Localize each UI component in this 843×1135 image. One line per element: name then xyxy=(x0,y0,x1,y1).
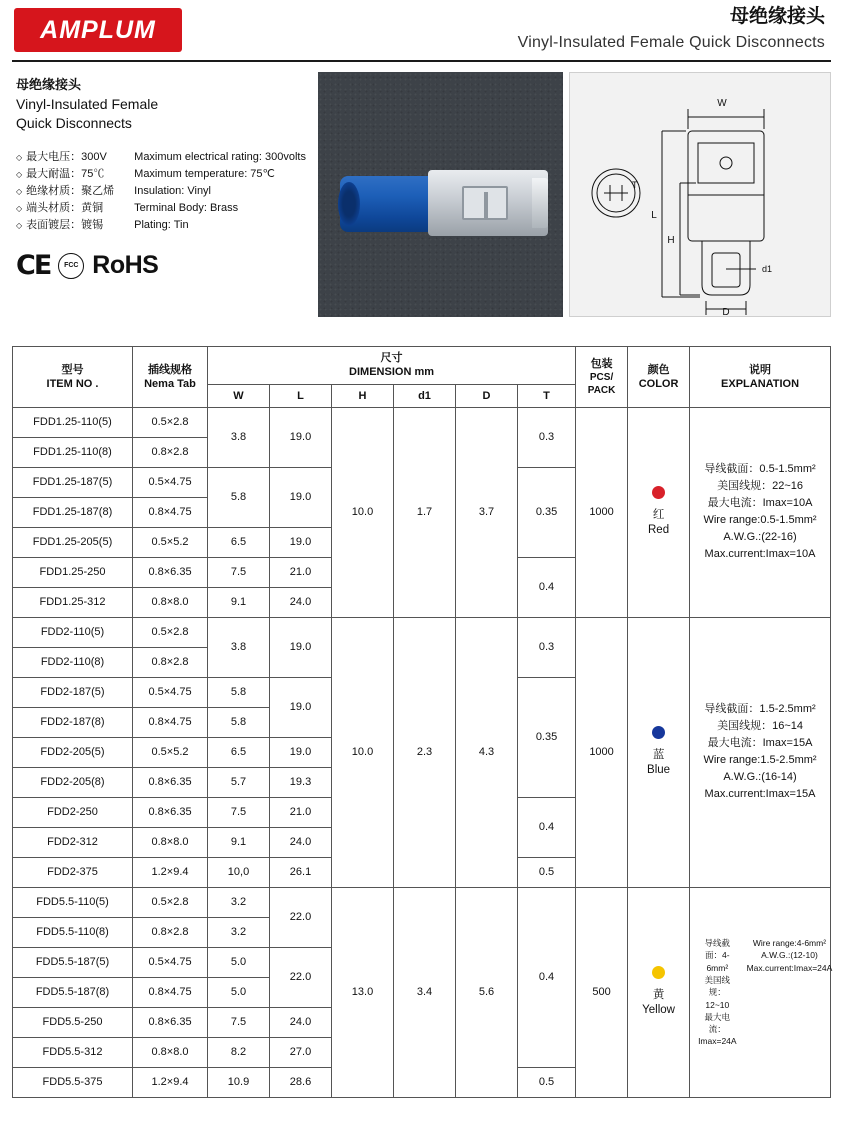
cell-t: 0.3 xyxy=(518,617,576,677)
cell-item-no: FDD2-205(8) xyxy=(13,767,133,797)
cell-nema: 0.5×4.75 xyxy=(133,467,208,497)
page-header xyxy=(0,0,843,62)
brand-logo-text: AMPLUM xyxy=(40,15,156,44)
spec-title-en-line1: Vinyl-Insulated Female xyxy=(16,96,159,112)
cell-w: 9.1 xyxy=(208,827,270,857)
ce-mark-icon: CE xyxy=(16,250,51,282)
cell-item-no: FDD1.25-187(5) xyxy=(13,467,133,497)
cell-w: 10,0 xyxy=(208,857,270,887)
connector-slot xyxy=(462,186,508,220)
cell-t: 0.4 xyxy=(518,557,576,617)
th-nema-en: Nema Tab xyxy=(144,377,196,390)
bullet-icon: ◇ xyxy=(16,186,23,196)
cell-item-no: FDD1.25-110(5) xyxy=(13,407,133,437)
cell-l: 19.3 xyxy=(270,767,332,797)
th-dimension-en: DIMENSION mm xyxy=(349,366,435,379)
th-item-no-cn: 型号 xyxy=(61,363,84,376)
explanation-line: 美国线规：16~14 xyxy=(717,720,803,733)
cell-l: 19.0 xyxy=(270,527,332,557)
cell-pack: 1000 xyxy=(576,617,628,887)
spec-item-en: Maximum temperature: 75℃ xyxy=(134,167,275,180)
cell-h: 10.0 xyxy=(332,407,394,617)
explanation-line: Wire range:1.5-2.5mm² xyxy=(703,754,817,767)
certification-marks xyxy=(16,250,312,281)
th-item-no-en: ITEM NO . xyxy=(46,377,99,390)
cell-w: 5.8 xyxy=(208,707,270,737)
explanation-line: A.W.G.:(16-14) xyxy=(723,771,797,784)
explanation-line: Max.current:Imax=10A xyxy=(704,548,816,561)
cell-item-no: FDD2-205(5) xyxy=(13,737,133,767)
cell-item-no: FDD5.5-312 xyxy=(13,1037,133,1067)
drawing-label-t: T xyxy=(632,180,638,190)
cell-item-no: FDD1.25-205(5) xyxy=(13,527,133,557)
explanation-col-cn xyxy=(698,937,737,1048)
fcc-mark-icon xyxy=(58,253,84,279)
cell-t: 0.5 xyxy=(518,857,576,887)
explanation-line: A.W.G.:(12-10) xyxy=(761,950,818,961)
color-swatch-red xyxy=(652,486,665,499)
cell-w: 5.8 xyxy=(208,467,270,527)
cell-item-no: FDD1.25-187(8) xyxy=(13,497,133,527)
cell-t: 0.3 xyxy=(518,407,576,467)
spec-list-item xyxy=(16,149,312,166)
cell-item-no: FDD2-250 xyxy=(13,797,133,827)
cell-l: 24.0 xyxy=(270,587,332,617)
page-title-en: Vinyl-Insulated Female Quick Disconnects xyxy=(517,33,825,51)
cell-l: 21.0 xyxy=(270,557,332,587)
cell-l: 19.0 xyxy=(270,467,332,527)
bullet-icon: ◇ xyxy=(16,203,23,213)
color-label-cn: 黄 xyxy=(652,988,665,1001)
th-dim-l: L xyxy=(270,384,332,407)
spec-title-en xyxy=(16,95,312,133)
drawing-label-d1: d1 xyxy=(762,264,773,274)
cell-nema: 0.8×8.0 xyxy=(133,587,208,617)
cell-nema: 0.8×6.35 xyxy=(133,1007,208,1037)
explanation-line: 最大电流：Imax=24A xyxy=(698,1011,737,1047)
spec-table-wrap xyxy=(0,334,843,1098)
cell-w: 5.8 xyxy=(208,677,270,707)
cell-nema: 0.8×6.35 xyxy=(133,557,208,587)
cell-nema: 0.5×2.8 xyxy=(133,887,208,917)
cell-w: 5.7 xyxy=(208,767,270,797)
cell-nema: 0.5×2.8 xyxy=(133,407,208,437)
explanation-line: Max.current:Imax=24A xyxy=(746,962,833,973)
cell-color xyxy=(628,887,690,1097)
cell-d: 3.7 xyxy=(456,407,518,617)
connector-metal-body xyxy=(428,170,548,236)
th-color-cn: 颜色 xyxy=(647,363,670,376)
cell-w: 7.5 xyxy=(208,1007,270,1037)
cell-item-no: FDD5.5-110(8) xyxy=(13,917,133,947)
spec-title-cn: 母绝缘接头 xyxy=(16,77,82,92)
cell-color xyxy=(628,617,690,887)
cell-pack: 500 xyxy=(576,887,628,1097)
cell-w: 7.5 xyxy=(208,797,270,827)
cell-l: 26.1 xyxy=(270,857,332,887)
cell-t: 0.4 xyxy=(518,797,576,857)
explanation-line: 导线截面：4-6mm² xyxy=(704,937,731,973)
cell-w: 6.5 xyxy=(208,737,270,767)
cell-nema: 0.5×5.2 xyxy=(133,527,208,557)
table-head xyxy=(13,347,831,408)
cell-l: 24.0 xyxy=(270,827,332,857)
color-label-cn: 蓝 xyxy=(652,748,665,761)
cell-item-no: FDD2-110(8) xyxy=(13,647,133,677)
spec-list xyxy=(16,149,312,234)
th-dimension xyxy=(208,347,576,385)
bullet-icon: ◇ xyxy=(16,220,23,230)
color-swatch-blue xyxy=(652,726,665,739)
spec-list-item xyxy=(16,183,312,200)
cell-explanation xyxy=(690,617,831,887)
th-item-no xyxy=(13,347,133,408)
color-label-en: Blue xyxy=(647,764,671,777)
th-explanation xyxy=(690,347,831,408)
explanation-line: A.W.G.:(22-16) xyxy=(723,531,797,544)
cell-item-no: FDD2-110(5) xyxy=(13,617,133,647)
explanation-line: 导线截面：1.5-2.5mm² xyxy=(704,703,816,716)
cell-w: 6.5 xyxy=(208,527,270,557)
th-nema-cn: 插线规格 xyxy=(148,363,192,376)
th-pack-en: PCS/ PACK xyxy=(587,372,616,397)
spec-item-cn: 绝缘材质：聚乙烯 xyxy=(26,184,115,197)
spec-item-en: Maximum electrical rating: 300volts xyxy=(134,150,306,163)
cell-item-no: FDD2-187(8) xyxy=(13,707,133,737)
th-dim-w: W xyxy=(208,384,270,407)
fcc-mark-label: FCC xyxy=(64,261,79,269)
color-label-en: Yellow xyxy=(642,1004,675,1017)
spec-list-item xyxy=(16,200,312,217)
cell-t: 0.4 xyxy=(518,887,576,1067)
th-pack xyxy=(576,347,628,408)
cell-item-no: FDD2-375 xyxy=(13,857,133,887)
explanation-line: 最大电流：Imax=10A xyxy=(707,497,813,510)
connector-tip xyxy=(532,178,548,228)
bullet-icon: ◇ xyxy=(16,152,23,162)
cell-t: 0.35 xyxy=(518,467,576,557)
cell-nema: 0.5×4.75 xyxy=(133,947,208,977)
cell-l: 28.6 xyxy=(270,1067,332,1097)
cell-l: 22.0 xyxy=(270,947,332,1007)
cell-nema: 0.8×6.35 xyxy=(133,767,208,797)
cell-w: 3.8 xyxy=(208,407,270,467)
drawing-label-d: D xyxy=(722,307,730,316)
table-group-red xyxy=(13,407,831,617)
cell-d: 4.3 xyxy=(456,617,518,887)
cell-w: 10.9 xyxy=(208,1067,270,1097)
cell-item-no: FDD1.25-110(8) xyxy=(13,437,133,467)
cell-nema: 0.8×8.0 xyxy=(133,1037,208,1067)
cell-l: 22.0 xyxy=(270,887,332,947)
cell-w: 9.1 xyxy=(208,587,270,617)
explanation-line: Wire range:4-6mm² xyxy=(752,937,827,948)
spec-list-item xyxy=(16,166,312,183)
th-dim-d: D xyxy=(456,384,518,407)
cell-d: 5.6 xyxy=(456,887,518,1097)
drawing-label-h: H xyxy=(667,235,675,246)
cell-w: 8.2 xyxy=(208,1037,270,1067)
cell-l: 27.0 xyxy=(270,1037,332,1067)
cell-t: 0.35 xyxy=(518,677,576,797)
spec-item-cn: 端头材质：黄铜 xyxy=(26,201,104,214)
spec-item-cn: 最大电压：300V xyxy=(26,150,107,163)
th-explanation-en: EXPLANATION xyxy=(721,377,800,390)
explanation-line: 导线截面：0.5-1.5mm² xyxy=(704,463,816,476)
cell-t: 0.5 xyxy=(518,1067,576,1097)
spec-item-en: Terminal Body: Brass xyxy=(134,201,239,214)
th-pack-cn: 包装 xyxy=(590,357,613,370)
cell-l: 19.0 xyxy=(270,407,332,467)
cell-nema: 0.8×4.75 xyxy=(133,497,208,527)
cell-nema: 0.5×2.8 xyxy=(133,617,208,647)
cell-item-no: FDD1.25-312 xyxy=(13,587,133,617)
explanation-col-en xyxy=(747,937,833,1048)
drawing-label-w: W xyxy=(717,98,727,109)
cell-color xyxy=(628,407,690,617)
color-label-en: Red xyxy=(648,524,670,537)
cell-item-no: FDD5.5-250 xyxy=(13,1007,133,1037)
explanation-line: 最大电流：Imax=15A xyxy=(707,737,813,750)
th-color xyxy=(628,347,690,408)
spec-list-item xyxy=(16,217,312,234)
cell-nema: 1.2×9.4 xyxy=(133,1067,208,1097)
drawing-label-l: L xyxy=(651,210,657,221)
cell-item-no: FDD5.5-187(5) xyxy=(13,947,133,977)
header-divider xyxy=(12,60,831,62)
th-explanation-cn: 说明 xyxy=(749,363,772,376)
product-photo xyxy=(318,72,563,317)
cell-l: 24.0 xyxy=(270,1007,332,1037)
cell-w: 5.0 xyxy=(208,947,270,977)
cell-nema: 0.8×8.0 xyxy=(133,827,208,857)
page-title-cn: 母绝缘接头 xyxy=(729,6,825,27)
cell-item-no: FDD1.25-250 xyxy=(13,557,133,587)
cell-pack: 1000 xyxy=(576,407,628,617)
table-header-row-1 xyxy=(13,347,831,385)
bullet-icon: ◇ xyxy=(16,169,23,179)
explanation-line: Wire range:0.5-1.5mm² xyxy=(703,514,817,527)
spec-item-cn: 表面镀层：镀锡 xyxy=(26,218,104,231)
cell-w: 3.2 xyxy=(208,917,270,947)
cell-l: 19.0 xyxy=(270,617,332,677)
spec-title-en-line2: Quick Disconnects xyxy=(16,114,132,131)
table-row xyxy=(13,617,831,647)
technical-drawing xyxy=(569,72,831,317)
cell-d1: 3.4 xyxy=(394,887,456,1097)
cell-nema: 0.8×4.75 xyxy=(133,707,208,737)
table-row xyxy=(13,887,831,917)
cell-l: 19.0 xyxy=(270,737,332,767)
cell-nema: 0.8×2.8 xyxy=(133,647,208,677)
th-nema-tab xyxy=(133,347,208,408)
cell-h: 10.0 xyxy=(332,617,394,887)
technical-drawing-svg xyxy=(570,73,818,316)
cell-nema: 0.8×2.8 xyxy=(133,437,208,467)
th-color-en: COLOR xyxy=(638,377,679,390)
cell-w: 5.0 xyxy=(208,977,270,1007)
cell-item-no: FDD5.5-110(5) xyxy=(13,887,133,917)
cell-w: 3.8 xyxy=(208,617,270,677)
spec-item-en: Insulation: Vinyl xyxy=(134,184,212,197)
cell-explanation xyxy=(690,887,831,1097)
explanation-line: 美国线规：12~10 xyxy=(704,974,731,1010)
spec-item-cn: 最大耐温：75℃ xyxy=(26,167,105,180)
cell-nema: 0.8×2.8 xyxy=(133,917,208,947)
cell-l: 19.0 xyxy=(270,677,332,737)
brand-logo xyxy=(14,8,182,52)
explanation-line: 美国线规：22~16 xyxy=(717,480,803,493)
cell-nema: 0.8×4.75 xyxy=(133,977,208,1007)
specification-table xyxy=(12,346,831,1098)
cell-item-no: FDD5.5-375 xyxy=(13,1067,133,1097)
spec-item-en: Plating: Tin xyxy=(134,218,189,231)
cell-nema: 1.2×9.4 xyxy=(133,857,208,887)
cell-l: 21.0 xyxy=(270,797,332,827)
cell-item-no: FDD5.5-187(8) xyxy=(13,977,133,1007)
cell-d1: 2.3 xyxy=(394,617,456,887)
color-swatch-yellow xyxy=(652,966,665,979)
cell-w: 3.2 xyxy=(208,887,270,917)
color-label-cn: 红 xyxy=(652,508,665,521)
cell-d1: 1.7 xyxy=(394,407,456,617)
th-dim-d1: d1 xyxy=(394,384,456,407)
header-titles xyxy=(518,6,829,52)
connector-insulation-sleeve xyxy=(340,176,436,232)
table-row xyxy=(13,407,831,437)
th-dim-t: T xyxy=(518,384,576,407)
cell-explanation xyxy=(690,407,831,617)
cell-h: 13.0 xyxy=(332,887,394,1097)
spec-panel xyxy=(12,72,312,334)
cell-nema: 0.5×5.2 xyxy=(133,737,208,767)
table-group-blue xyxy=(13,617,831,887)
cell-nema: 0.8×6.35 xyxy=(133,797,208,827)
explanation-line: Max.current:Imax=15A xyxy=(704,788,816,801)
table-group-yellow xyxy=(13,887,831,1097)
cell-item-no: FDD2-312 xyxy=(13,827,133,857)
product-overview xyxy=(0,62,843,334)
cell-nema: 0.5×4.75 xyxy=(133,677,208,707)
cell-w: 7.5 xyxy=(208,557,270,587)
th-dim-h: H xyxy=(332,384,394,407)
th-dimension-cn: 尺寸 xyxy=(380,352,403,364)
rohs-mark-icon: RoHS xyxy=(92,251,159,280)
cell-item-no: FDD2-187(5) xyxy=(13,677,133,707)
